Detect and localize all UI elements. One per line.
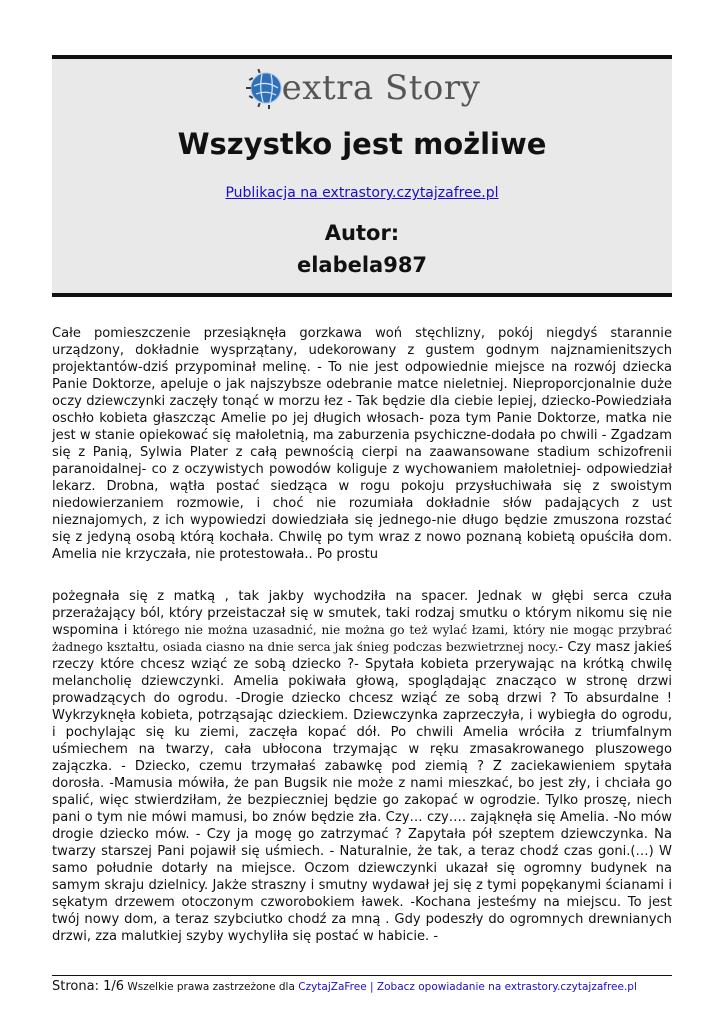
page-number: Strona: 1/6 [52, 979, 125, 994]
site-logo[interactable] [52, 63, 672, 113]
author-name: elabela987 [296, 253, 428, 277]
paragraph-2-serif-part: którego nie można uzasadnić, nie można go też wylać łzami, który nie mogąc przybrać żadnego kształtu, osiada ciasno na dnie serca jak śnieg podczas bezwietrznej nocy. [52, 623, 672, 654]
site-link[interactable]: CzytajZaFree [298, 981, 367, 993]
story-paragraph-1: Całe pomieszczenie przesiąknęła gorzkawa woń stęchlizny, pokój niegdyś starannie urządzony, dokładnie wysprzątany, udekorowany z gustem godnym najznamienitszych projektantów-dziś przypominał melinę. - To nie jest odpowiednie miejsce na rozwój dziecka Panie Doktorze, apeluje o jak najszybsze odebranie matce nieletniej. Nieproporcjonalnie duże oczy dziewczynki zaczęły tonąć w morzu łez - Tak będzie dla ciebie lepiej, dziecko-Powiedziała oschło kobieta głaszcząc Amelie po jej długich włosach- poza tym Panie Doktorze, matka nie jest w stanie opiekować się małoletnią, ma zaburzenia psychiczne-dodała po chwili - Zgadzam się z Panią, Sylwia Plater z całą pewnością cierpi na zaawansowane stadium schizofrenii paranoidalnej- co z oczywistych powodów koliguje z wychowaniem małoletniej- odpowiedział lekarz. Drobna, wątła postać siedząca w rogu pokoju przysłuchiwała się z swoistym niedowierzaniem rozmowie, i choć nie rozumiała dokładnie słów padających z ust nieznajomych, z ich wypowiedzi dowiedziała się jednego-nie długo będzie zmuszona rozstać się z jedyną osobą którą kochała. Chwilę po tym wraz z nowo poznaną kobietą opuściła dom. Amelia nie krzyczała, nie protestowała.. Po prostu [52, 326, 672, 562]
header-box [52, 55, 672, 297]
footer-separator: | [370, 981, 374, 993]
rights-text: Wszelkie prawa zastrzeżone dla [127, 981, 295, 993]
publication-link[interactable]: Publikacja na extrastory.czytajzafree.pl [225, 185, 499, 201]
story-title: Wszystko jest możliwe [177, 127, 547, 161]
author-label: Autor: [324, 221, 400, 245]
page-footer [52, 975, 672, 994]
paragraph-2-part-1: pożegnała się z matką , tak jakby wychodziła na spacer. Jednak w głębi serca czuła przerażający ból, który przeistaczał się w smutek, taki rodzaj smutku o którym nikomu się nie wspomina i [52, 589, 672, 638]
story-paragraph-2 [52, 588, 672, 945]
logo-text: extra Story [281, 68, 481, 108]
story-link[interactable]: Zobacz opowiadanie na extrastory.czytajzafree.pl [376, 981, 637, 993]
paragraph-2-part-3: - Czy masz jakieś rzeczy które chcesz wziąć ze sobą dziecko ?- Spytała kobieta przerywając na krótką chwilę melancholię dziewczynki. Amelia pokiwała głową, spoglądając znacząco w stronę drzwi prowadzących do ogrodu. -Drogie dziecko chcesz wziąć ze sobą drzwi ? To absurdalne ! Wykrzyknęła kobieta, potrząsając dzieckiem. Dziewczynka zaprzeczyła, i wybiegła do ogrodu, i pochylając się ku ziemi, zaczęła kopać dół. Po chwili Amelia wróciła z triumfalnym uśmiechem na twarzy, cała ubłocona trzymając w ręku zmasakrowanego pluszowego zajączka. - Dziecko, czemu trzymałaś zabawkę pod ziemią ? Z zaciekawieniem spytała dorosła. -Mamusia mówiła, że pan Bugsik nie może z nami mieszkać, bo jest zły, i chciała go spalić, więc stwierdziłam, że bezpieczniej będzie go zakopać w ogrodzie. Tylko proszę, niech pani o tym nie mówi mamusi, bo znów będzie zła. Czy… czy…. zająknęła się Amelia. -No mów drogie dziecko mów. - Czy ja mogę go zatrzymać ? Zapytała pół szeptem dziewczynka. Na twarzy starszej Pani pojawił się uśmiech. - Naturalnie, że tak, a teraz chodź czas goni.(…) W samo południe dotarły na miejsce. Oczom dziewczynki ukazał się ogromny budynek na samym skraju dzielnicy. Jakże straszny i smutny wydawał jej się z tymi popękanymi ścianami i sękatym drzewem otoczonym czworobokiem ławek. -Kochana jesteśmy na miejscu. To jest twój nowy dom, a teraz szybciutko chodź za mną . Gdy podeszły do ogromnych drewnianych drzwi, zza malutkiej szyby wychyliła się postać w habicie. - [52, 640, 672, 944]
